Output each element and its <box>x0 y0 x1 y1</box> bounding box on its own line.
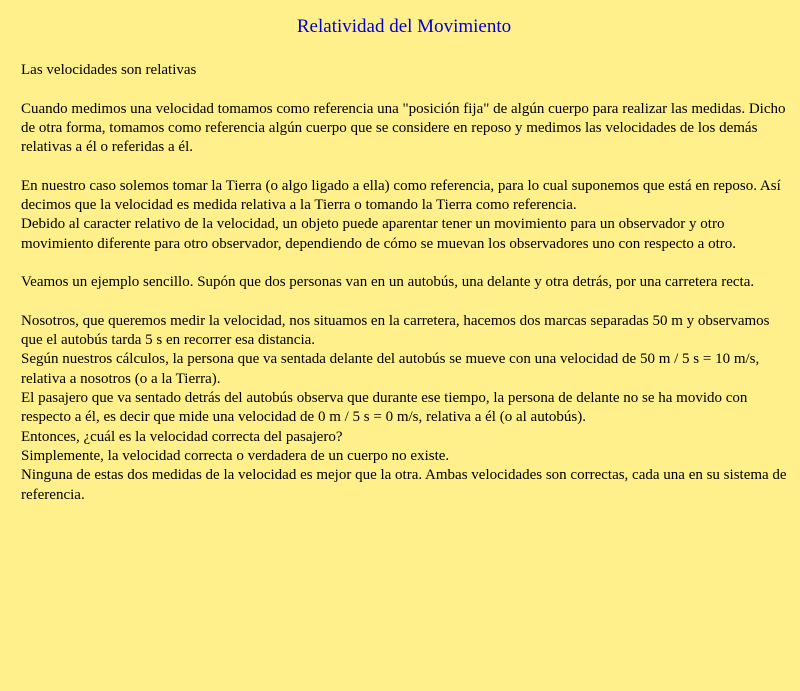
content <box>21 61 793 505</box>
paragraph-measurement: Nosotros, que queremos medir la velocidad, nos situamos en la carretera, hacemos dos marcas separadas 50 m y observamos que el autobús tarda 5 s en recorrer esa distancia. <box>21 312 770 349</box>
spacer <box>21 254 793 273</box>
paragraph-answer: Simplemente, la velocidad correcta o verdadera de un cuerpo no existe. <box>21 447 450 464</box>
subtitle: Las velocidades son relativas <box>21 62 197 78</box>
paragraph-our-calculation: Según nuestros cálculos, la persona que va sentada delante del autobús se mueve con una velocidad de 50 m / 5 s = 10 m/s, relativa a nosotros (o a la Tierra). <box>21 351 760 387</box>
page-title: Relatividad del Movimiento <box>296 16 512 37</box>
paragraph-passenger-view: El pasajero que va sentado detrás del autobús observa que durante ese tiempo, la persona de delante no se ha movido con respecto a él, es decir que mide una velocidad de 0 m / 5 s = 0 m/s, relativa a él (o al autobús). <box>21 390 748 426</box>
paragraph-example-intro: Veamos un ejemplo sencillo. Supón que dos personas van en un autobús, una delante y otra detrás, por una carretera recta. <box>21 274 755 291</box>
paragraph-relative-character: Debido al caracter relativo de la velocidad, un objeto puede aparentar tener un movimiento para un observador y otro movimiento diferente para otro observador, dependiendo de cómo se muevan los observadores uno con respecto a otro. <box>21 216 737 252</box>
paragraph-earth-reference: En nuestro caso solemos tomar la Tierra (o algo ligado a ella) como referencia, para lo cual suponemos que está en reposo. Así decimos que la velocidad es medida relativa a la Tierra o tomando la Tierra como referencia. <box>21 177 781 214</box>
paragraph-question: Entonces, ¿cuál es la velocidad correcta del pasajero? <box>21 428 343 445</box>
spacer <box>21 80 793 99</box>
paragraph-conclusion: Ninguna de estas dos medidas de la velocidad es mejor que la otra. Ambas velocidades son correctas, cada una en su sistema de referencia. <box>21 467 787 503</box>
spacer <box>21 293 793 312</box>
paragraph-reference-frame: Cuando medimos una velocidad tomamos como referencia una "posición fija" de algún cuerpo para realizar las medidas. Dicho de otra forma, tomamos como referencia algún cuerpo que se considere en reposo y medimos las velocidades de los demás relativas a él o referidas a él. <box>21 100 786 156</box>
spacer <box>21 157 793 176</box>
